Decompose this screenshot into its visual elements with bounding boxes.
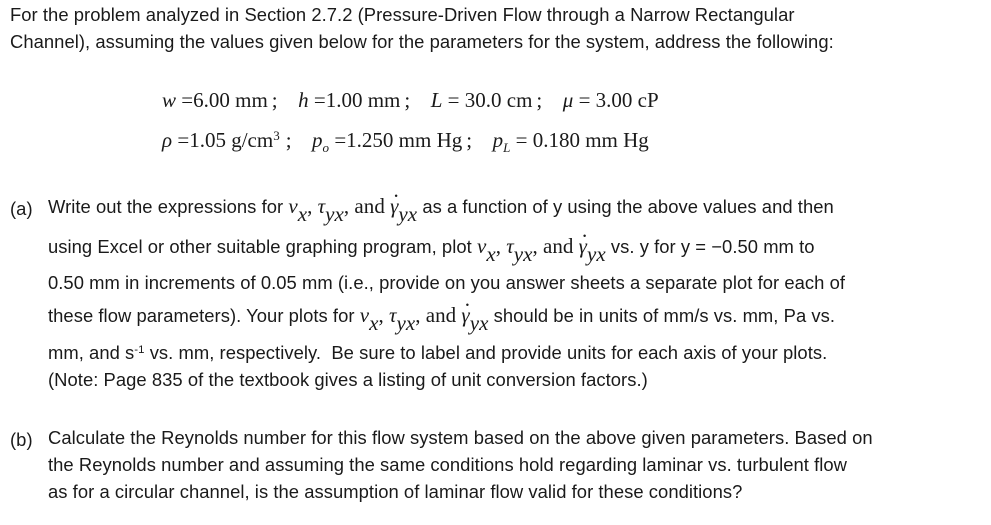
tau-subscript: yx <box>396 310 416 335</box>
part-a-line-5-exponent: -1 <box>134 343 145 356</box>
param-p0-subscript: o <box>322 139 330 155</box>
param-h-symbol: h <box>298 88 309 112</box>
part-a-line-2-tail: vs. y for y = −0.50 mm to <box>610 236 815 257</box>
parameter-line-1 <box>162 90 659 111</box>
equals-sign: = <box>515 128 528 152</box>
param-w-value: 6.00 mm <box>193 88 268 112</box>
part-b-line-3: as for a circular channel, is the assumption of laminar flow valid for these conditions? <box>48 481 743 502</box>
param-rho-exponent: 3 <box>273 127 280 143</box>
gamma-dot-symbol: · γ <box>390 196 398 217</box>
part-a-line-4-tail: should be in units of mm/s vs. mm, Pa vs. <box>493 305 836 326</box>
comma: , <box>307 194 313 218</box>
part-a-line-2-text: using Excel or other suitable graphing program, plot <box>48 236 472 257</box>
part-a-line-3: 0.50 mm in increments of 0.05 mm (i.e., provide on you answer sheets a separate plot for each of <box>48 272 846 293</box>
tau-subscript: yx <box>325 201 344 226</box>
param-h-value: 1.00 mm <box>325 88 401 112</box>
equals-sign: = <box>181 88 194 112</box>
part-a-line-6: (Note: Page 835 of the textbook gives a listing of unit conversion factors.) <box>48 369 648 390</box>
part-b-line-2: the Reynolds number and assuming the same conditions hold regarding laminar vs. turbulent flow <box>48 454 847 475</box>
v-subscript: x <box>369 310 379 335</box>
param-L-value: 30.0 cm <box>464 88 533 112</box>
v-symbol: v <box>359 303 370 327</box>
param-rho-value: 1.05 g/cm <box>189 128 274 152</box>
param-pL-value: 0.180 mm Hg <box>532 128 649 152</box>
v-symbol: v <box>476 234 487 258</box>
comma: , <box>343 194 350 218</box>
param-w-symbol: w <box>162 88 177 112</box>
part-a-label: (a) <box>10 198 33 219</box>
v-subscript: x <box>297 201 308 226</box>
comma: , <box>495 234 502 258</box>
part-b-line-1: Calculate the Reynolds number for this flow system based on the above given parameters. Based on <box>48 427 873 448</box>
param-mu-value: 3.00 cP <box>595 88 659 112</box>
part-a-line-1-text: Write out the expressions for <box>48 196 284 217</box>
and-word: and <box>354 194 385 218</box>
gamma-subscript: yx <box>586 241 606 266</box>
part-a-line-4-text: these flow parameters). Your plots for <box>48 305 355 326</box>
part-a-line-4 <box>48 303 836 335</box>
equals-sign: = <box>177 128 190 152</box>
param-p0-symbol: p <box>312 128 323 152</box>
and-word: and <box>543 234 574 258</box>
tau-subscript: yx <box>513 241 533 266</box>
tau-symbol: τ <box>317 194 326 218</box>
equals-sign: = <box>313 88 326 112</box>
parameter-line-2 <box>162 127 649 155</box>
comma: , <box>378 303 384 327</box>
param-pL-subscript: L <box>503 139 511 155</box>
gamma-dot-symbol: · γ <box>579 236 587 257</box>
and-word: and <box>425 303 457 327</box>
part-a-line-1-tail: as a function of y using the above values and then <box>422 196 834 217</box>
param-mu-symbol: μ <box>562 88 574 112</box>
comma: , <box>532 234 538 258</box>
part-b-label: (b) <box>10 429 33 450</box>
param-rho-symbol: ρ <box>162 128 173 152</box>
intro-line-2: Channel), assuming the values given below for the parameters for the system, address the following: <box>10 31 834 52</box>
part-a-line-2 <box>48 234 815 266</box>
separator: ; <box>404 88 411 112</box>
intro-line-1: For the problem analyzed in Section 2.7.2 (Pressure-Driven Flow through a Narrow Rectangular <box>10 4 795 25</box>
param-pL-symbol: p <box>492 128 504 152</box>
tau-symbol: τ <box>506 234 514 258</box>
gamma-dot-symbol: · γ <box>461 305 469 326</box>
tau-symbol: τ <box>388 303 397 327</box>
part-a-line-5-text: mm, and s <box>48 342 135 363</box>
comma: , <box>415 303 421 327</box>
equals-sign: = <box>578 88 591 112</box>
v-symbol: v <box>288 194 298 218</box>
gamma-subscript: yx <box>398 201 418 226</box>
separator: ; <box>536 88 543 112</box>
v-subscript: x <box>486 241 496 266</box>
part-a-line-1 <box>48 194 834 226</box>
param-p0-value: 1.250 mm Hg <box>346 128 463 152</box>
gamma-subscript: yx <box>469 310 489 335</box>
param-L-symbol: L <box>430 88 443 112</box>
equals-sign: = <box>447 88 460 112</box>
separator: ; <box>271 88 278 112</box>
separator: ; <box>285 128 292 152</box>
separator: ; <box>466 128 473 152</box>
equals-sign: = <box>334 128 347 152</box>
part-a-line-5 <box>48 344 827 362</box>
part-a-line-5-tail: vs. mm, respectively. Be sure to label and provide units for each axis of your plots. <box>144 342 828 363</box>
